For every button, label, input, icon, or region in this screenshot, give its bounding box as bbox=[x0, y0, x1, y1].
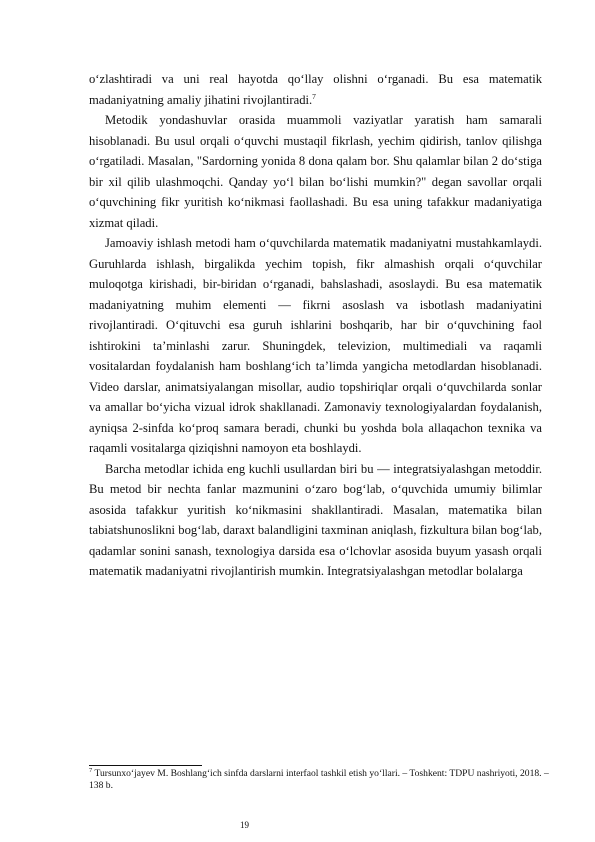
footnote-mark: 7 bbox=[89, 766, 93, 774]
footnote-reference[interactable]: 7 bbox=[312, 91, 316, 101]
paragraph-3: Jamoaviy ishlash metodi ham o‘quvchilarda matematik madaniyatni mustahkamlaydi. Guruhlarda ishlash, birgalikda yechim topish, fikr almashish orqali o‘quvchilar muloqotga kirishadi, bir-biridan o‘rganadi, bahslashadi, asoslaydi. Bu esa matematik madaniyatning muhim elementi — fikrni asoslash va isbotlash madaniyatini rivojlantiradi. O‘qituvchi esa guruh ishlarini boshqarib, har bir o‘quvchining faol ishtirokini ta’minlashi zarur. Shuningdek, televizion, multimediali va raqamli vositalardan foydalanish ham boshlang‘ich ta’limda yangicha metodlardan hisoblanadi. Video darslar, animatsiyalangan misollar, audio topshiriqlar orqali o‘quvchilarda sonlar va amallar bo‘yicha vizual idrok shakllanadi. Zamonaviy texnologiyalardan foydalanish, ayniqsa 2-sinfda ko‘proq samara beradi, chunki bu yoshda bola allaqachon texnika va raqamli vositalarga qiziqishni namoyon eta boshlaydi. bbox=[89, 236, 542, 455]
body-text bbox=[89, 69, 542, 582]
page-number: 19 bbox=[240, 820, 249, 830]
paragraph-4: Barcha metodlar ichida eng kuchli usullardan biri bu — integratsiyalashgan metoddir. Bu metod bir nechta fanlar mazmunini o‘zaro bog‘lab, o‘quvchida umumiy bilimlar asosida tafakkur yuritish ko‘nikmasini shakllantiradi. Masalan, matematika bilan tabiatshunoslikni bog‘lab, daraxt balandligini taxminan aniqlash, fizkultura bilan bog‘lab, qadamlar sonini sanash, texnologiya darsida esa o‘lchovlar asosida buyum yasash orqali matematik madaniyatni rivojlantirish mumkin. Integratsiyalashgan metodlar bolalarga bbox=[89, 461, 542, 578]
footnote-separator bbox=[89, 765, 202, 766]
paragraph-1 bbox=[89, 69, 542, 110]
footnote bbox=[89, 768, 549, 792]
paragraph-1-text: o‘zlashtiradi va uni real hayotda qo‘llay olishni o‘rganadi. Bu esa matematik madaniyatning amaliy jihatini rivojlantiradi. bbox=[89, 72, 542, 107]
footnote-text: Tursunxo‘jayev M. Boshlang‘ich sinfda darslarni interfaol tashkil etish yo‘llari. – Toshkent: TDPU nashriyoti, 2018. – 138 b. bbox=[89, 768, 549, 791]
paragraph-2: Metodik yondashuvlar orasida muammoli vaziyatlar yaratish ham samarali hisoblanadi. Bu usul orqali o‘quvchi mustaqil fikrlash, yechim qidirish, tanlov qilishga o‘rgatiladi. Masalan, "Sardorning yonida 8 dona qalam bor. Shu qalamlar bilan 2 do‘stiga bir xil qilib ulashmoqchi. Qanday yo‘l bilan bo‘lishi mumkin?" degan savollar orqali o‘quvchining fikr yuritish ko‘nikmasi faollashadi. Bu esa uning tafakkur madaniyatiga xizmat qiladi. bbox=[89, 113, 542, 230]
